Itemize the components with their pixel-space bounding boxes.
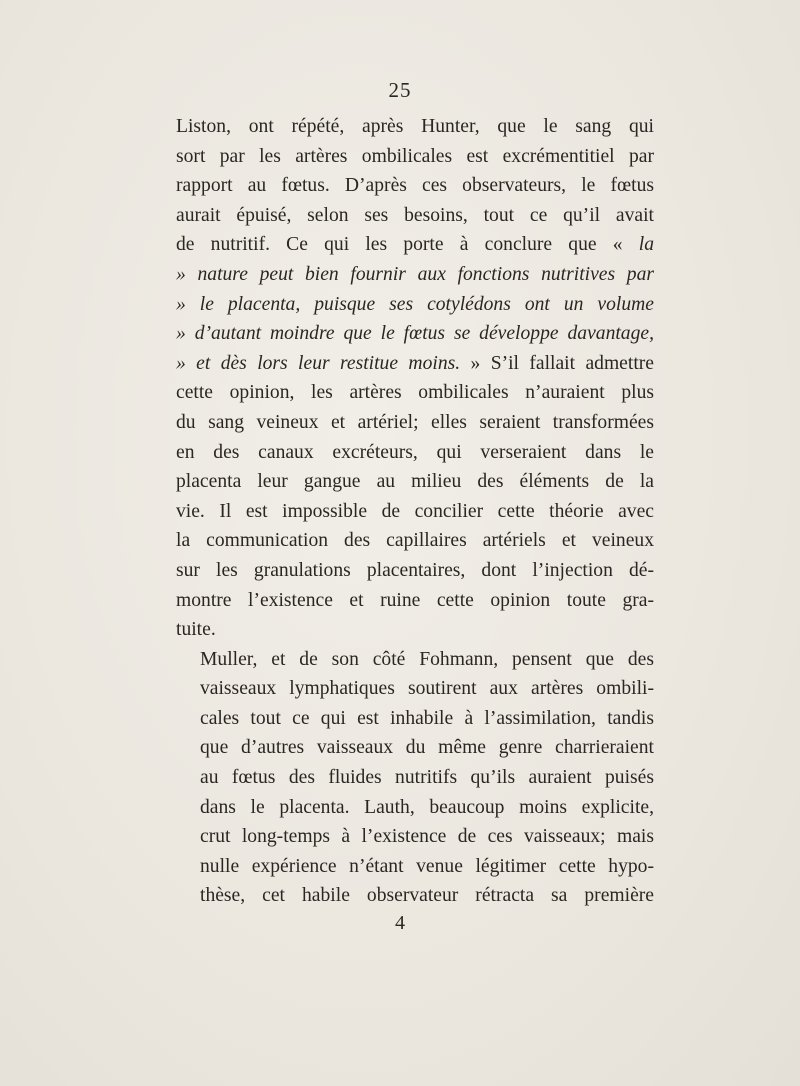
signature-mark: 4 xyxy=(395,912,405,934)
text-line: crut long-temps à l’existence de ces vaisseaux; mais xyxy=(200,826,654,848)
text-line: vaisseaux lymphatiques soutirent aux artères ombili- xyxy=(200,678,654,700)
text-line-italic: » d’autant moindre que le fœtus se développe davantage, xyxy=(176,323,654,345)
paragraph-2 xyxy=(176,645,654,911)
text-line-mixed xyxy=(176,230,654,260)
text-line: que d’autres vaisseaux du même genre charrieraient xyxy=(200,737,654,759)
text-roman: de nutritif. Ce qui les porte à conclure que « xyxy=(176,234,639,256)
text-roman: » S’il fallait admettre xyxy=(460,352,654,374)
text-line: rapport au fœtus. D’après ces observateurs, le fœtus xyxy=(176,175,654,197)
body-text xyxy=(176,112,654,911)
text-line: dans le placenta. Lauth, beaucoup moins explicite, xyxy=(200,796,654,818)
text-line: nulle expérience n’étant venue légitimer cette hypo- xyxy=(200,855,654,877)
text-line-italic: » nature peut bien fournir aux fonctions nutritives par xyxy=(176,263,654,285)
text-line: thèse, cet habile observateur rétracta sa première xyxy=(200,885,654,907)
text-line: en des canaux excréteurs, qui verseraient dans le xyxy=(176,441,654,463)
text-line: au fœtus des fluides nutritifs qu’ils auraient puisés xyxy=(200,767,654,789)
text-line: aurait épuisé, selon ses besoins, tout ce qu’il avait xyxy=(176,204,654,226)
text-line: sur les granulations placentaires, dont l’injection dé- xyxy=(176,559,654,581)
text-line: du sang veineux et artériel; elles seraient transformées xyxy=(176,411,654,433)
text-line: montre l’existence et ruine cette opinion toute gra- xyxy=(176,589,654,611)
page-number: 25 xyxy=(388,78,412,102)
text-line-italic: » le placenta, puisque ses cotylédons ont un volume xyxy=(176,293,654,315)
text-line: vie. Il est impossible de concilier cette théorie avec xyxy=(176,500,654,522)
text-italic: la xyxy=(638,234,654,256)
text-line: placenta leur gangue au milieu des éléments de la xyxy=(176,471,654,493)
text-line: Muller, et de son côté Fohmann, pensent que des xyxy=(200,648,654,670)
text-line: sort par les artères ombilicales est excrémentitiel par xyxy=(176,145,654,167)
text-line: cette opinion, les artères ombilicales n’auraient plus xyxy=(176,382,654,404)
text-italic: » et dès lors leur restitue moins. xyxy=(176,352,461,374)
text-line: Liston, ont répété, après Hunter, que le sang qui xyxy=(176,116,654,137)
text-line: tuite. xyxy=(176,619,216,641)
text-line: cales tout ce qui est inhabile à l’assimilation, tandis xyxy=(200,707,654,729)
text-line: la communication des capillaires artériels et veineux xyxy=(176,530,654,552)
text-line-mixed xyxy=(176,349,654,379)
paragraph-1 xyxy=(176,112,654,645)
